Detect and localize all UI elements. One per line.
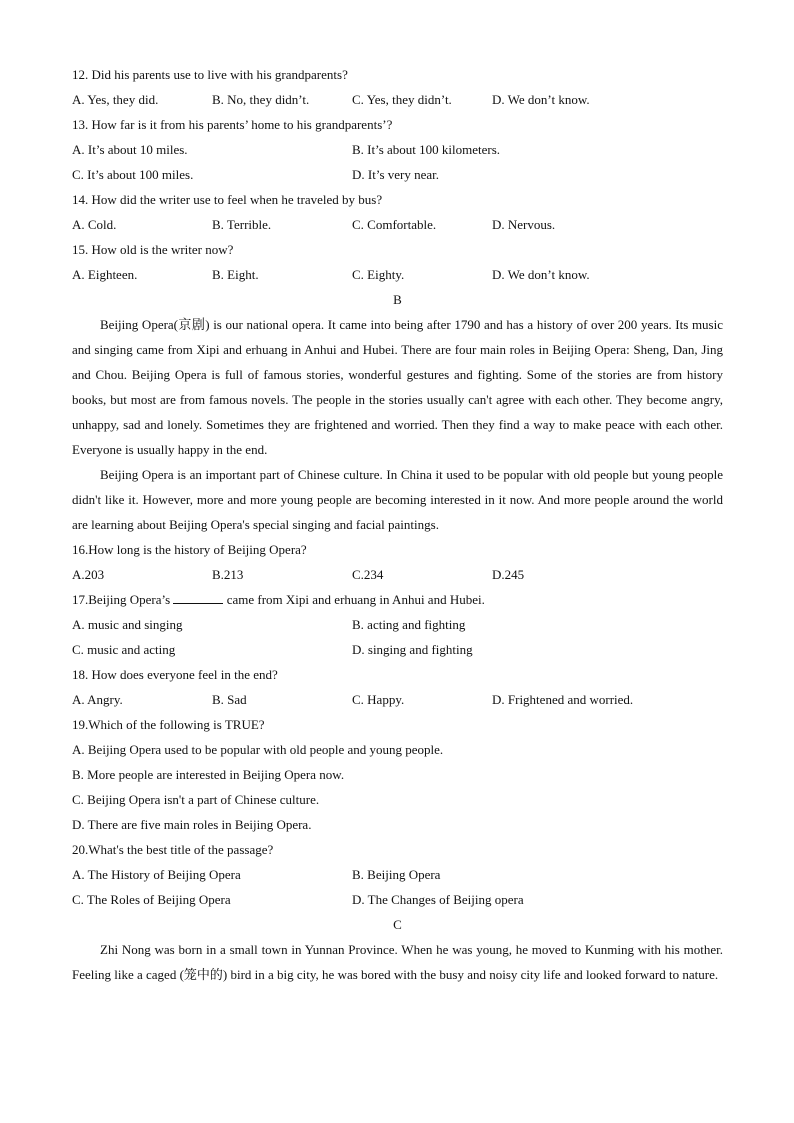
q15-option-c: C. Eighty. xyxy=(352,267,405,282)
q13-option-b: B. It’s about 100 kilometers. xyxy=(352,142,501,157)
q17-answer-blank xyxy=(173,591,223,604)
question-19-stem: 19.Which of the following is TRUE? xyxy=(72,717,265,732)
question-13-stem: 13. How far is it from his parents’ home to his grandparents’? xyxy=(72,117,393,132)
question-14-options xyxy=(72,212,723,237)
question-14-stem: 14. How did the writer use to feel when he traveled by bus? xyxy=(72,192,383,207)
q18-option-b: B. Sad xyxy=(212,692,247,707)
q20-option-c: C. The Roles of Beijing Opera xyxy=(72,892,231,907)
q19-option-a: A. Beijing Opera used to be popular with old people and young people. xyxy=(72,742,444,757)
q17-option-a: A. music and singing xyxy=(72,617,183,632)
q18-option-c: C. Happy. xyxy=(352,692,405,707)
q16-option-d: D.245 xyxy=(492,567,525,582)
question-17-options-row1 xyxy=(72,612,723,637)
section-b-paragraph-2: Beijing Opera is an important part of Chinese culture. In China it used to be popular with old people but young people didn't like it. However, more and more young people are becoming interested in it now. And more people around the world are learning about Beijing Opera's special singing and facial paintings. xyxy=(72,467,723,532)
q16-option-c: C.234 xyxy=(352,567,384,582)
q12-option-d: D. We don’t know. xyxy=(492,92,590,107)
section-b-heading: B xyxy=(393,292,402,307)
q15-option-a: A. Eighteen. xyxy=(72,267,138,282)
question-13-options-row1 xyxy=(72,137,723,162)
q19-option-b: B. More people are interested in Beijing Opera now. xyxy=(72,767,345,782)
q12-option-a: A. Yes, they did. xyxy=(72,92,159,107)
q13-option-c: C. It’s about 100 miles. xyxy=(72,167,194,182)
question-15-options xyxy=(72,262,723,287)
q14-option-d: D. Nervous. xyxy=(492,217,556,232)
q17-option-c: C. music and acting xyxy=(72,642,176,657)
question-20-options-row1 xyxy=(72,862,723,887)
section-b-paragraph-1: Beijing Opera(京剧) is our national opera. It came into being after 1790 and has a history of over 200 years. Its music and singing came from Xipi and erhuang in Anhui and Hubei. There are four main roles in Beijing Opera: Sheng, Dan, Jing and Chou. Beijing Opera is full of famous stories, wonderful gestures and fighting. Some of the stories are from history books, but most are from famous novels. The people in the stories usually can't agree with each other. They become angry, unhappy, sad and lonely. Sometimes they are frightened and worried. Then they find a way to make peace with each other. Everyone is usually happy in the end. xyxy=(72,317,723,457)
q16-option-a: A.203 xyxy=(72,567,105,582)
section-c-heading: C xyxy=(393,917,402,932)
question-13-options-row2 xyxy=(72,162,723,187)
q19-option-d: D. There are five main roles in Beijing Opera. xyxy=(72,817,312,832)
q17-stem-before: 17.Beijing Opera’s xyxy=(72,592,171,607)
section-c-paragraph-1: Zhi Nong was born in a small town in Yunnan Province. When he was young, he moved to Kunming with his mother. Feeling like a caged (笼中的) bird in a big city, he was bored with the busy and noisy city life and looked forward to nature. xyxy=(72,942,723,982)
q17-option-b: B. acting and fighting xyxy=(352,617,466,632)
q20-option-d: D. The Changes of Beijing opera xyxy=(352,892,524,907)
question-16-options xyxy=(72,562,723,587)
q12-option-c: C. Yes, they didn’t. xyxy=(352,92,452,107)
q13-option-d: D. It’s very near. xyxy=(352,167,440,182)
q20-option-a: A. The History of Beijing Opera xyxy=(72,867,241,882)
q19-option-c: C. Beijing Opera isn't a part of Chinese culture. xyxy=(72,792,320,807)
question-17-stem xyxy=(72,587,723,612)
q18-option-a: A. Angry. xyxy=(72,692,123,707)
question-18-options xyxy=(72,687,723,712)
q14-option-a: A. Cold. xyxy=(72,217,117,232)
q16-option-b: B.213 xyxy=(212,567,244,582)
question-12-options xyxy=(72,87,723,112)
question-18-stem: 18. How does everyone feel in the end? xyxy=(72,667,278,682)
q14-option-b: B. Terrible. xyxy=(212,217,272,232)
q17-stem-after: came from Xipi and erhuang in Anhui and Hubei. xyxy=(226,592,485,607)
q18-option-d: D. Frightened and worried. xyxy=(492,692,634,707)
q13-option-a: A. It’s about 10 miles. xyxy=(72,142,188,157)
question-12-stem: 12. Did his parents use to live with his grandparents? xyxy=(72,67,348,82)
question-15-stem: 15. How old is the writer now? xyxy=(72,242,234,257)
question-17-options-row2 xyxy=(72,637,723,662)
q15-option-b: B. Eight. xyxy=(212,267,259,282)
question-20-stem: 20.What's the best title of the passage? xyxy=(72,842,274,857)
question-16-stem: 16.How long is the history of Beijing Opera? xyxy=(72,542,307,557)
page-content xyxy=(72,62,723,987)
q20-option-b: B. Beijing Opera xyxy=(352,867,441,882)
q12-option-b: B. No, they didn’t. xyxy=(212,92,310,107)
q14-option-c: C. Comfortable. xyxy=(352,217,437,232)
q15-option-d: D. We don’t know. xyxy=(492,267,590,282)
question-20-options-row2 xyxy=(72,887,723,912)
q17-option-d: D. singing and fighting xyxy=(352,642,473,657)
